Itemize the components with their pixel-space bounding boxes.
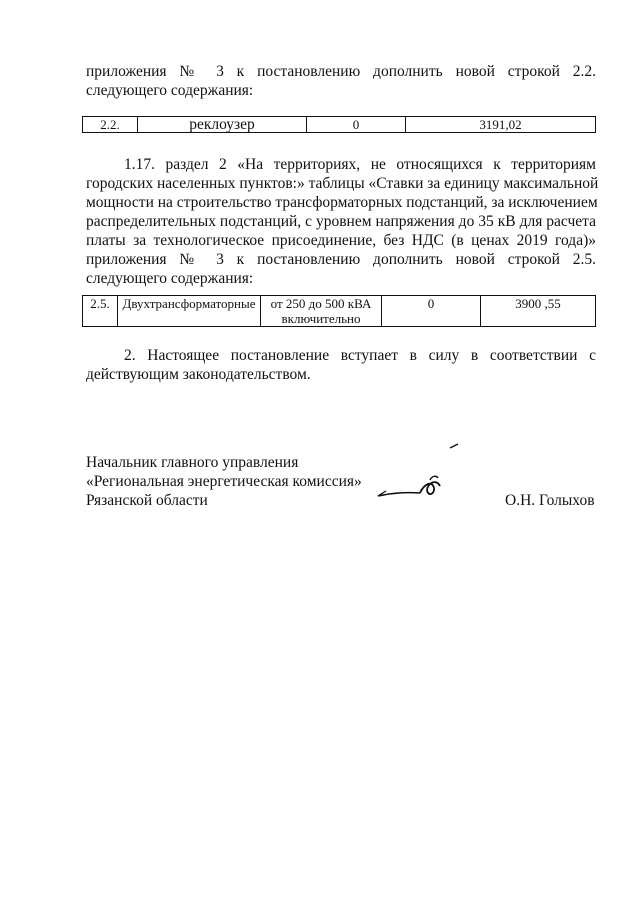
range-line: включительно: [281, 311, 361, 326]
position-line: Рязанской области: [86, 492, 208, 509]
text-line: приложения № 3 к постановлению дополнить новой строкой 2.5.: [86, 251, 596, 268]
cell-range: [261, 296, 382, 327]
paragraph-1-17: [86, 155, 599, 288]
text-line: приложения № 3 к постановлению дополнить новой строкой 2.2.: [86, 63, 596, 80]
text-line: городских населенных пунктов:» таблицы «Ставки за единицу максимальной: [86, 175, 599, 192]
cell-value: 3191,02: [406, 117, 596, 133]
position-line: Начальник главного управления: [86, 454, 299, 471]
cell-type: Двухтрансформаторные: [118, 296, 261, 327]
range-line: от 250 до 500 кВА: [270, 296, 372, 311]
text-line: действующим законодательством.: [86, 366, 311, 383]
text-line: 2. Настоящее постановление вступает в силу в соответствии с: [124, 347, 596, 364]
cell-number: 2.2.: [83, 117, 138, 133]
cell-number: 2.5.: [83, 296, 118, 327]
signatory-position: [86, 453, 362, 510]
text-line: 1.17. раздел 2 «На территориях, не относящихся к территориям: [124, 156, 596, 173]
table-row-2-5: [82, 295, 596, 327]
paragraph-effective: [86, 346, 596, 384]
cell-value: 3900 ,55: [481, 296, 596, 327]
text-line: распределительных подстанций, с уровнем напряжения до 35 кВ для расчета: [86, 213, 596, 230]
text-line: мощности на строительство трансформаторных подстанций, за исключением: [86, 194, 598, 211]
table-row-2-2: [82, 116, 596, 133]
paragraph-intro: [86, 62, 596, 100]
text-line: следующего содержания:: [86, 270, 254, 287]
table-row: [83, 296, 596, 327]
table-row: [83, 117, 596, 133]
cell-name: реклоузер: [138, 117, 307, 133]
cell-zero: 0: [307, 117, 406, 133]
text-line: следующего содержания:: [86, 82, 254, 99]
cell-zero: 0: [382, 296, 481, 327]
handwritten-signature-icon: [372, 440, 462, 510]
signatory-name: О.Н. Голыхов: [505, 492, 595, 509]
text-line: платы за технологическое присоединение, без НДС (в ценах 2019 года)»: [86, 232, 596, 249]
position-line: «Региональная энергетическая комиссия»: [86, 473, 362, 490]
